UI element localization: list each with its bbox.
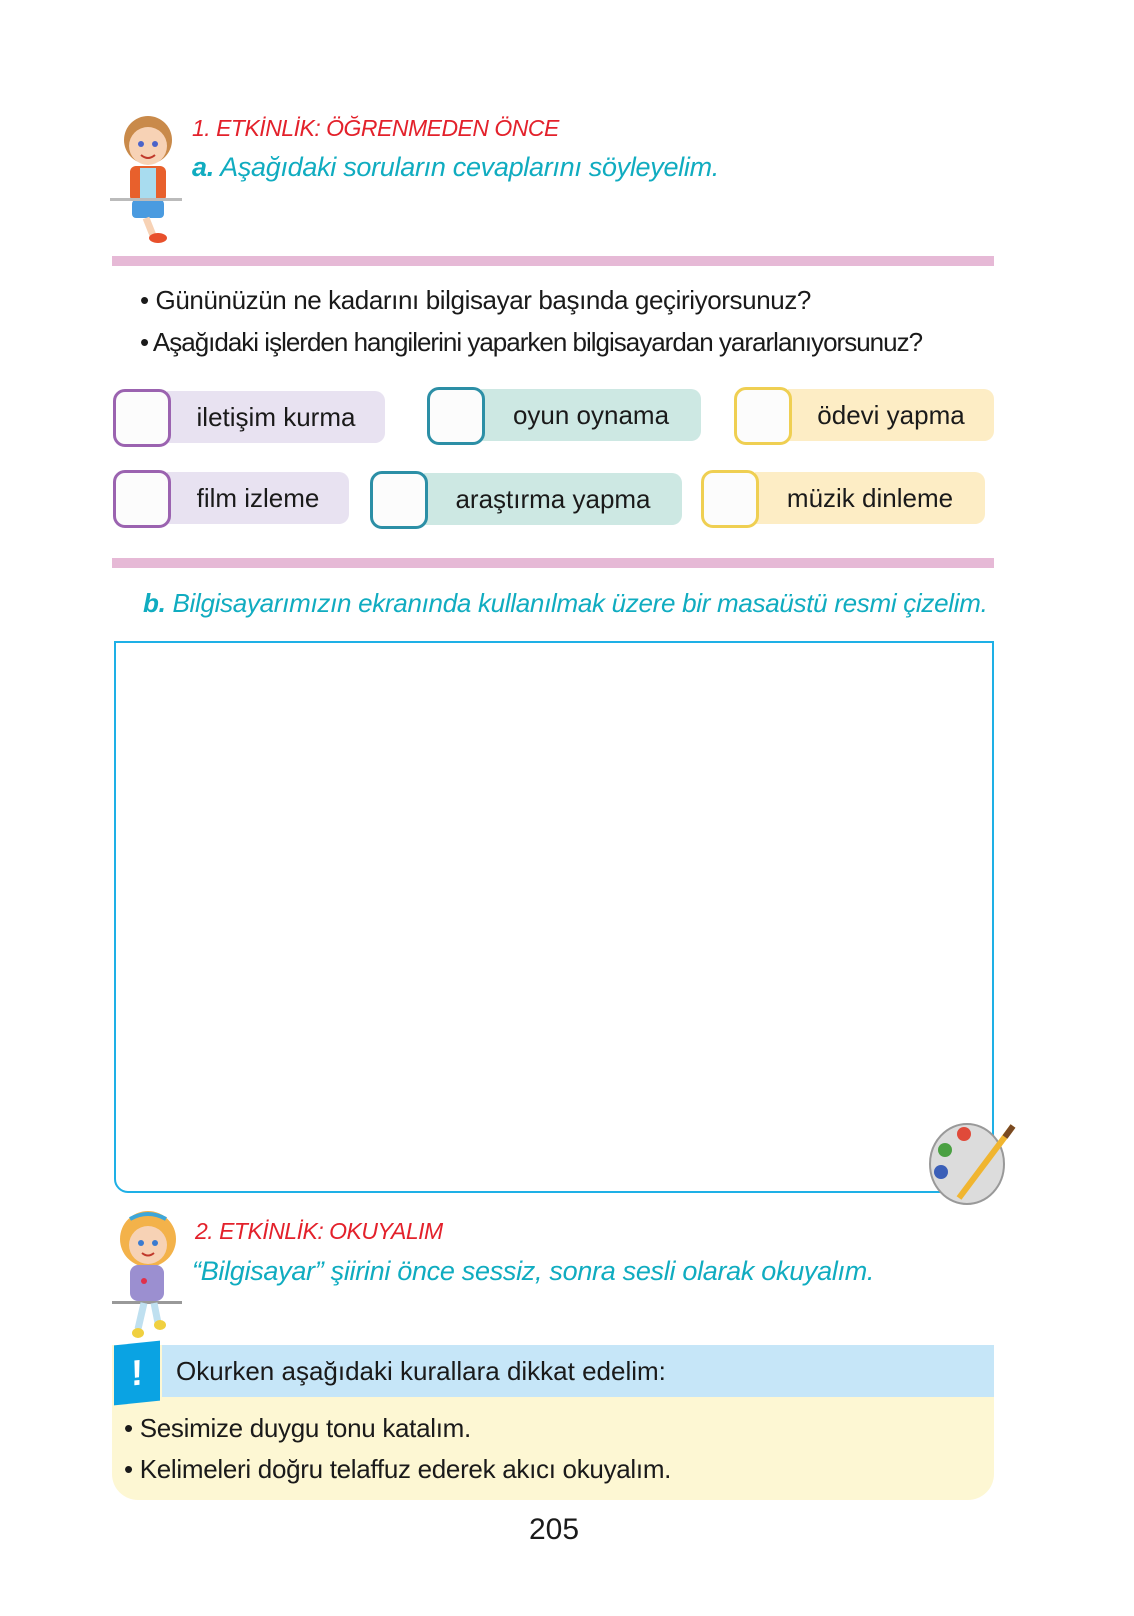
drawing-area[interactable]: [114, 641, 994, 1193]
paint-palette-icon: [925, 1118, 1020, 1210]
part-b-text: Bilgisayarımızın ekranında kullanılmak üzere bir masaüstü resmi çizelim.: [172, 588, 988, 618]
part-a-instruction: [192, 152, 719, 183]
rules-note-title: Okurken aşağıdaki kurallara dikkat edelim:: [162, 1345, 994, 1397]
girl-illustration: [110, 1205, 190, 1343]
option-label: oyun oynama: [481, 389, 701, 441]
exclamation-icon: !: [114, 1341, 160, 1406]
checkbox[interactable]: [701, 470, 759, 528]
checkbox[interactable]: [427, 387, 485, 445]
checkbox[interactable]: [370, 471, 428, 529]
page-number: 205: [528, 1513, 580, 1546]
rule-2: • Kelimeleri doğru telaffuz ederek akıcı okuyalım.: [124, 1454, 672, 1484]
option-label: iletişim kurma: [167, 391, 385, 443]
activity2-instruction: “Bilgisayar” şiirini önce sessiz, sonra sesli olarak okuyalım.: [192, 1256, 875, 1286]
option-label: film izleme: [167, 472, 349, 524]
question-2: • Aşağıdaki işlerden hangilerini yaparken bilgisayardan yararlanıyorsunuz?: [140, 327, 923, 357]
part-b-instruction: [143, 588, 988, 619]
checkbox[interactable]: [734, 387, 792, 445]
activity1-title: 1. ETKİNLİK: ÖĞRENMEDEN ÖNCE: [192, 115, 559, 141]
part-b-label: b.: [143, 588, 166, 618]
option-label: araştırma yapma: [424, 473, 682, 525]
checkbox[interactable]: [113, 389, 171, 447]
part-a-text: Aşağıdaki soruların cevaplarını söyleyelim.: [220, 152, 719, 182]
checkbox[interactable]: [113, 470, 171, 528]
option-label: müzik dinleme: [755, 472, 985, 524]
activity2-title: 2. ETKİNLİK: OKUYALIM: [195, 1218, 443, 1244]
option-label: ödevi yapma: [788, 389, 994, 441]
divider: [112, 256, 994, 266]
part-a-label: a.: [192, 152, 214, 182]
divider: [112, 558, 994, 568]
boy-illustration: [110, 110, 190, 245]
question-1: • Gününüzün ne kadarını bilgisayar başında geçiriyorsunuz?: [140, 285, 811, 315]
rule-1: • Sesimize duygu tonu katalım.: [124, 1413, 471, 1443]
